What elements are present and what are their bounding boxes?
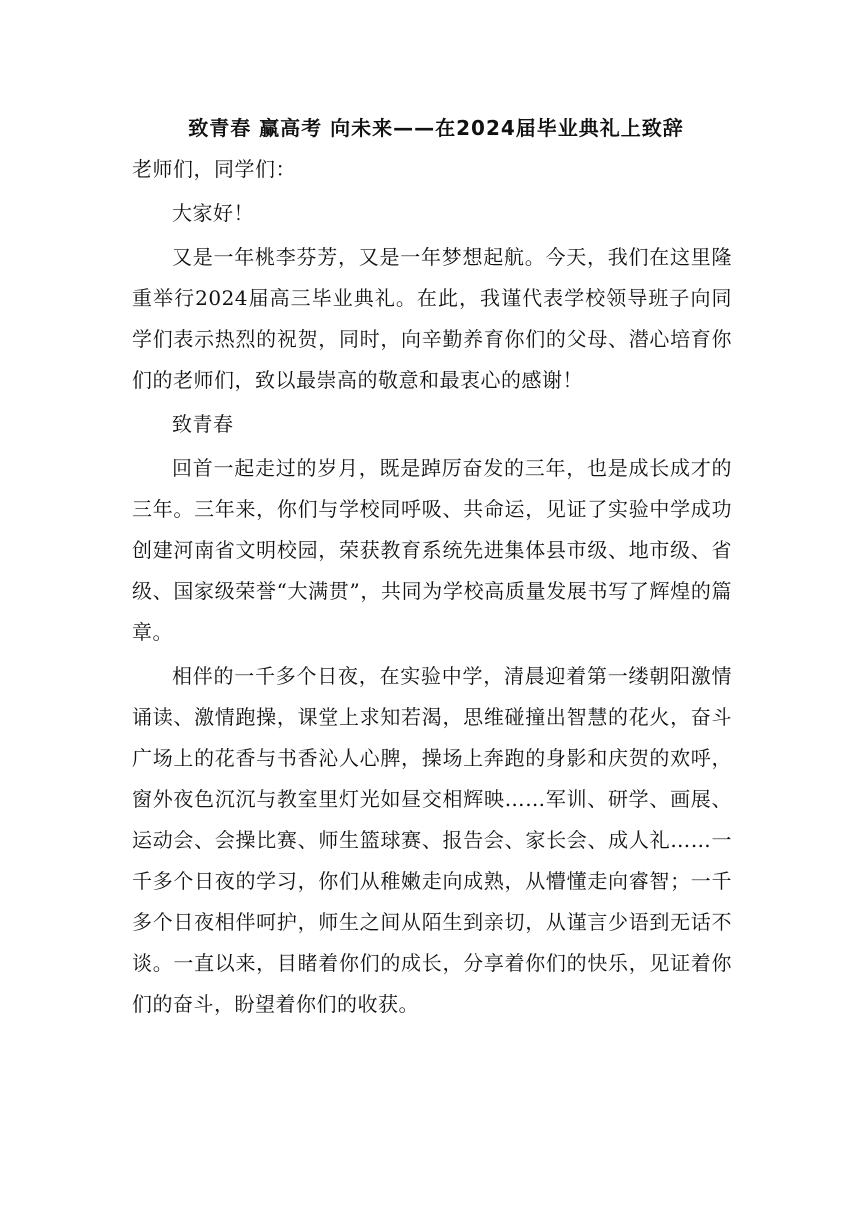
paragraph-opening: 又是一年桃李芬芳，又是一年梦想起航。今天，我们在这里隆重举行2024届高三毕业典礼。在此，我谨代表学校领导班子向同学们表示热烈的祝贺，同时，向辛勤养育你们的父母、潜心培育你们的老师们，致以最崇高的敬意和最衷心的感谢！ bbox=[132, 245, 732, 392]
paragraph-review: 回首一起走过的岁月，既是踔厉奋发的三年，也是成长成才的三年。三年来，你们与学校同呼吸、共命运，见证了实验中学成功创建河南省文明校园，荣获教育系统先进集体县市级、地市级、省级、国家级荣誉“大满贯”，共同为学校高质量发展书写了辉煌的篇章。 bbox=[132, 456, 732, 644]
paragraph-memories: 相伴的一千多个日夜，在实验中学，清晨迎着第一缕朝阳激情诵读、激情跑操，课堂上求知若渴，思维碰撞出智慧的花火，奋斗广场上的花香与书香沁人心脾，操场上奔跑的身影和庆贺的欢呼，窗外夜色沉沉与教室里灯光如昼交相辉映……军训、研学、画展、运动会、会操比赛、师生篮球赛、报告会、家长会、成人礼……一千多个日夜的学习，你们从稚嫩走向成熟，从懵懂走向睿智；一千多个日夜相伴呵护，师生之间从陌生到亲切，从谨言少语到无话不谈。一直以来，目睹着你们的成长，分享着你们的快乐，见证着你们的奋斗，盼望着你们的收获。 bbox=[132, 664, 732, 1016]
section-heading-youth: 致青春 bbox=[172, 412, 234, 436]
document-title: 致青春 赢高考 向未来——在2024届毕业典礼上致辞 bbox=[188, 116, 684, 140]
document-body bbox=[132, 108, 732, 1025]
salutation: 老师们，同学们： bbox=[132, 157, 296, 181]
paragraph-greeting: 大家好！ bbox=[172, 201, 254, 225]
